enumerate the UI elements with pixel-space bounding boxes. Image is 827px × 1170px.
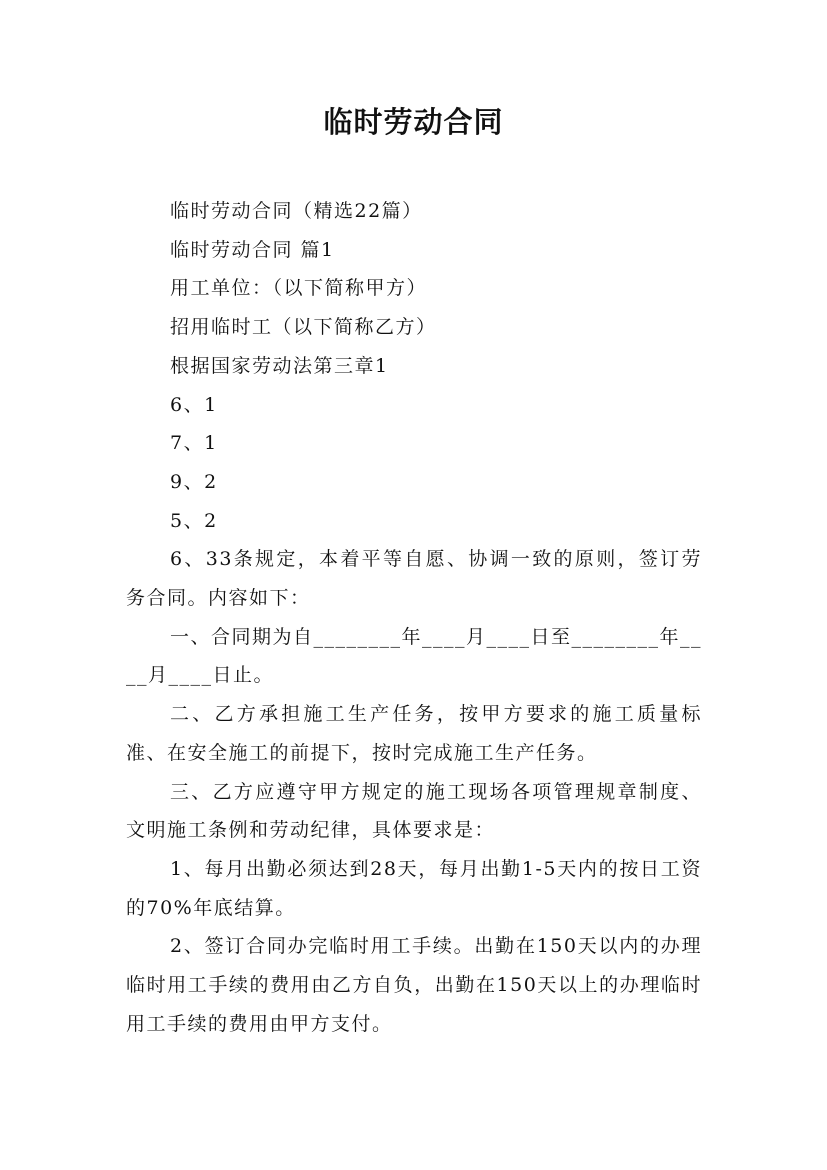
paragraph-4: 招用临时工（以下简称乙方） — [170, 316, 437, 339]
paragraph-7: 7、1 — [170, 432, 218, 455]
document-body — [126, 192, 702, 1043]
paragraph-14: 1、每月出勤必须达到28天，每月出勤1-5天内的按日工资的70%年底结算。 — [126, 857, 702, 919]
paragraph-1: 临时劳动合同（精选22篇） — [170, 200, 423, 222]
paragraph-5: 根据国家劳动法第三章1 — [170, 354, 389, 377]
paragraph-11: 一、合同期为自________年____月____日至________年____月____日止。 — [126, 625, 703, 687]
paragraph-13: 三、乙方应遵守甲方规定的施工现场各项管理规章制度、文明施工条例和劳动纪律，具体要求是： — [126, 780, 702, 842]
document-title: 临时劳动合同 — [323, 105, 504, 139]
paragraph-10: 6、33条规定，本着平等自愿、协调一致的原则，签订劳务合同。内容如下： — [126, 548, 702, 610]
paragraph-8: 9、2 — [170, 470, 218, 493]
paragraph-3: 用工单位：（以下简称甲方） — [170, 277, 428, 300]
paragraph-9: 5、2 — [170, 509, 218, 532]
paragraph-15: 2、签订合同办完临时用工手续。出勤在150天以内的办理临时用工手续的费用由乙方自负，出勤在150天以上的办理临时用工手续的费用由甲方支付。 — [126, 935, 702, 1035]
paragraph-2: 临时劳动合同 篇1 — [170, 238, 335, 261]
paragraph-12: 二、乙方承担施工生产任务，按甲方要求的施工质量标准、在安全施工的前提下，按时完成施工生产任务。 — [126, 703, 702, 764]
paragraph-6: 6、1 — [170, 393, 218, 416]
